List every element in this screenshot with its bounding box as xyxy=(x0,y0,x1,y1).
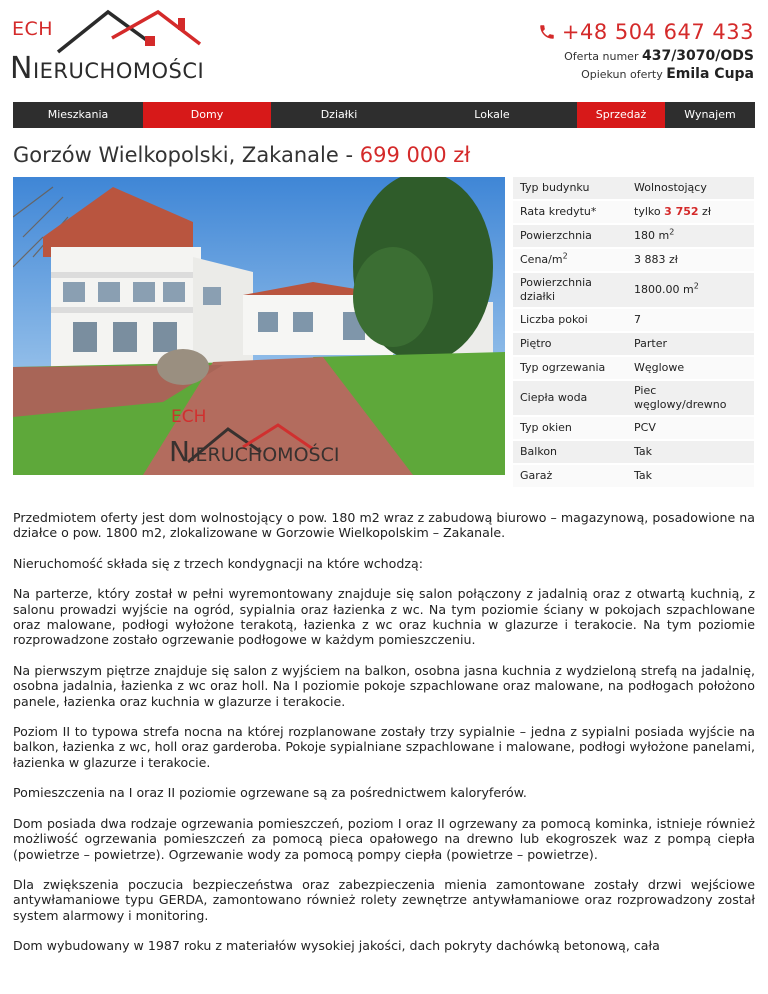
spec-label: Liczba pokoi xyxy=(520,312,588,326)
nav-item-domy[interactable]: Domy xyxy=(143,102,271,128)
spec-value: 1800.00 $m^2$ xyxy=(634,281,699,296)
spec-label: Balkon xyxy=(520,444,558,458)
description-paragraph: Poziom II to typowa strefa nocna na której rozplanowane zostały trzy sypialnie – jedna z sypialni posiada wyjście na balkon, łazienka z wc, holl oraz garderoba. Pokoje sypialniane szpachlowane i malowane, podłogi wyłożone panelami, łazienka w glazurze i terakocie. xyxy=(13,724,755,770)
description-paragraph: Nieruchomość składa się z trzech kondygnacji na które wchodzą: xyxy=(13,555,423,571)
contact-box xyxy=(538,20,754,82)
nav-item-dzialki[interactable]: Działki xyxy=(320,108,358,121)
listing-location: Gorzów Wielkopolski, Zakanale - xyxy=(13,143,360,167)
house-photo-illustration xyxy=(13,177,505,475)
description-paragraph: Dom wybudowany w 1987 roku z materiałów wysokiej jakości, dach pokryty dachówką betonową, cała xyxy=(13,938,660,954)
spec-value: Piec węglowy/drewno xyxy=(634,383,727,411)
description-paragraph: Przedmiotem oferty jest dom wolnostojący o pow. 180 m2 wraz z zabudową biurowo – magazynową, posadowione na działce o pow. 1800 m2, zlokalizowane w Gorzowie Wielkopolskim – Zakanale. xyxy=(13,510,755,541)
watermark-name: NIERUCHOMOŚCI xyxy=(169,435,340,468)
spec-value: Wolnostojący xyxy=(634,180,707,194)
spec-row-ciepla-woda xyxy=(513,381,754,417)
header xyxy=(0,0,768,100)
spec-row-balkon xyxy=(513,441,754,465)
spec-label: Typ okien xyxy=(520,420,572,434)
spec-value: PCV xyxy=(634,420,656,434)
watermark-ech: ECH xyxy=(171,407,207,427)
spec-value: tylko 3 752 zł xyxy=(634,204,711,218)
spec-value: Tak xyxy=(634,468,653,482)
spec-label: Powierzchnia działki xyxy=(520,275,592,303)
description-paragraph: Na parterze, który został w pełni wyremontowany znajduje się salon połączony z jadalnią oraz z otwartą kuchnią, z salonu prowadzi wyjście na ogród, sypialnia oraz łazienka z wc. Na tym poziomie ściany w pokojach szpachlowane oraz malowane, podłogi wyłożone terakotą, łazienka z wc oraz kuchnia w glazurze i terakocie. Na tym poziomie rozprowadzone zostało ogrzewanie podłogowe w każdym pomieszczeniu. xyxy=(13,586,755,648)
agent-line xyxy=(538,66,754,82)
agent-name: Emila Cupa xyxy=(666,66,754,82)
spec-value: Węglowe xyxy=(634,360,685,374)
phone-number: +48 504 647 433 xyxy=(561,20,754,44)
offer-number: 437/3070/ODS xyxy=(641,48,754,64)
spec-value: 3 883 zł xyxy=(634,252,678,266)
spec-value: 7 xyxy=(634,312,641,326)
spec-row-typ-okien xyxy=(513,417,754,441)
description-paragraph: Dom posiada dwa rodzaje ogrzewania pomieszczeń, poziom I oraz II ogrzewany za pomocą kominka, istnieje również możliwość ogrzewania pomieszczeń za pomocą pieca opałowego na drewno lub ekogroszek waz z pompą ciepła (powietrze – powietrze). Ogrzewanie wody za pomocą pompy ciepła (powietrze – powietrze). xyxy=(13,815,755,862)
spec-label: Garaż xyxy=(520,468,553,482)
main-nav xyxy=(13,102,755,128)
spec-label: Piętro xyxy=(520,336,552,350)
listing-description xyxy=(13,510,755,969)
phone-link[interactable] xyxy=(538,20,754,44)
spec-row-cena-m2 xyxy=(513,249,754,273)
description-paragraph: Dla zwiększenia poczucia bezpieczeństwa oraz zabezpieczenia mienia zamontowane zostały drzwi wejściowe antywłamaniowe typu GERDA, zamontowano również rolety zewnętrze antywłamaniowe oraz rozprowadzony został system alarmowy i monitoring. xyxy=(13,876,755,923)
house-roof-icon xyxy=(40,8,210,56)
nav-item-sprzedaz[interactable]: Sprzedaż xyxy=(577,102,665,128)
spec-label: Typ ogrzewania xyxy=(520,360,606,374)
spec-row-powierzchnia-dzialki xyxy=(513,273,754,309)
agent-label: Opiekun oferty xyxy=(581,68,663,81)
spec-label: Ciepła woda xyxy=(520,390,588,404)
spec-value: Parter xyxy=(634,336,668,350)
spec-label: Typ budynku xyxy=(520,180,590,194)
nav-item-wynajem[interactable]: Wynajem xyxy=(684,108,736,121)
logo-ech-text: ECH xyxy=(12,18,54,40)
spec-row-garaz xyxy=(513,465,754,489)
nav-item-lokale[interactable]: Lokale xyxy=(474,108,510,121)
description-paragraph: Pomieszczenia na I oraz II poziomie ogrzewane są za pośrednictwem kaloryferów. xyxy=(13,785,527,801)
logo-name-text: NIERUCHOMOŚCI xyxy=(10,51,205,86)
logo[interactable] xyxy=(10,8,210,86)
spec-value: 180 $m^2$ xyxy=(634,227,675,242)
spec-row-rata-kredytu xyxy=(513,201,754,225)
listing-title xyxy=(13,143,470,167)
spec-label: Rata kredytu* xyxy=(520,204,597,218)
spec-row-typ-budynku xyxy=(513,177,754,201)
phone-icon xyxy=(538,23,556,41)
listing-price: 699 000 zł xyxy=(359,143,471,167)
spec-row-typ-ogrzewania xyxy=(513,357,754,381)
spec-row-liczba-pokoi xyxy=(513,309,754,333)
spec-row-powierzchnia xyxy=(513,225,754,249)
spec-label: Cena/$m^2$ xyxy=(520,251,568,266)
specs-table xyxy=(513,177,754,489)
nav-item-mieszkania[interactable]: Mieszkania xyxy=(47,108,109,121)
spec-label: Powierzchnia xyxy=(520,228,592,242)
offer-number-line xyxy=(538,48,754,64)
spec-value: Tak xyxy=(634,444,653,458)
credit-rate-amount: 3 752 xyxy=(664,204,699,218)
listing-photo[interactable] xyxy=(13,177,505,475)
spec-row-pietro xyxy=(513,333,754,357)
offer-label: Oferta numer xyxy=(564,50,639,63)
description-paragraph: Na pierwszym piętrze znajduje się salon z wyjściem na balkon, osobna jasna kuchnia z wydzieloną strefą na jadalnię, osobna jadalnia, łazienka z wc oraz holl. Na I poziomie pokoje szpachlowane oraz malowane, na podłogach położono panele, łazienka oraz kuchnia w glazurze i terakocie. xyxy=(13,662,755,709)
